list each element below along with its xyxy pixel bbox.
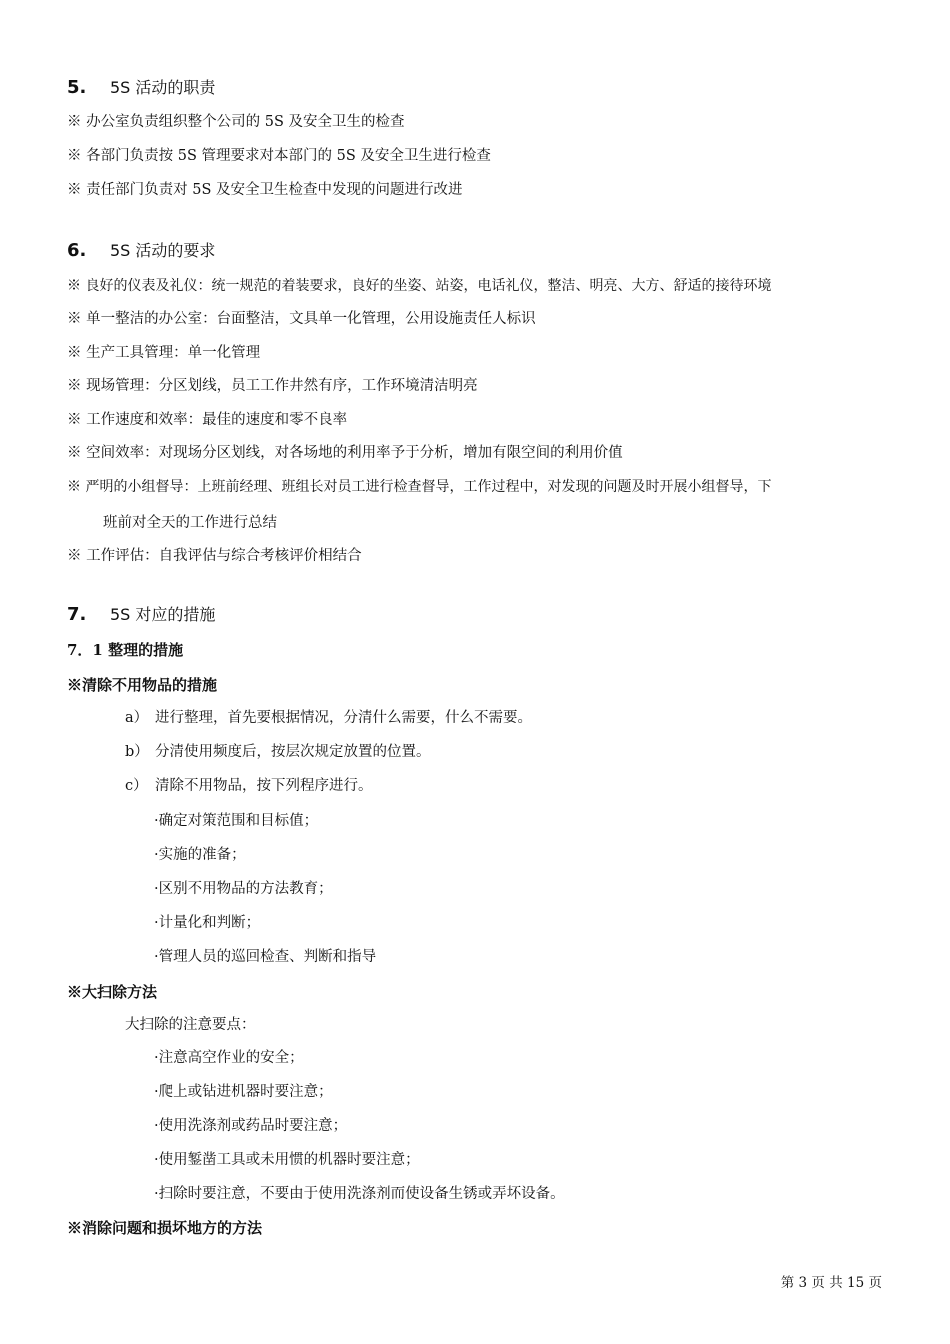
step-text: 分清使用频度后，按层次规定放置的位置。: [155, 744, 431, 760]
list-item-continuation: 班前对全天的工作进行总结: [103, 515, 277, 531]
step-text: 清除不用物品，按下列程序进行。: [155, 778, 373, 794]
clear-items-heading: ※清除不用物品的措施: [67, 676, 218, 694]
section-5-heading: [67, 76, 215, 100]
procedure-item: ·确定对策范围和目标值；: [154, 813, 319, 829]
list-item: ※ 责任部门负责对 5S 及安全卫生检查中发现的问题进行改进: [67, 182, 463, 198]
damage-heading: ※消除问题和损坏地方的方法: [67, 1219, 263, 1237]
cleaning-heading: ※大扫除方法: [67, 983, 158, 1001]
step-label: c）: [125, 778, 148, 794]
procedure-item: ·管理人员的巡回检查、判断和指导: [154, 949, 377, 965]
page-number: 第 3 页 共 15 页: [780, 1275, 882, 1291]
section-number: 6.: [67, 240, 87, 261]
subsection-heading: 7．1 整理的措施: [67, 641, 184, 659]
cleaning-point: ·注意高空作业的安全；: [154, 1050, 304, 1066]
list-item: ※ 严明的小组督导：上班前经理、班组长对员工进行检查督导，工作过程中，对发现的问题及时开展小组督导，下: [67, 479, 772, 495]
section-title: 5S 对应的措施: [110, 605, 216, 624]
cleaning-point: ·扫除时要注意，不要由于使用洗涤剂而使设备生锈或弄坏设备。: [154, 1186, 565, 1202]
list-item: ※ 办公室负责组织整个公司的 5S 及安全卫生的检查: [67, 114, 405, 130]
procedure-item: ·区别不用物品的方法教育；: [154, 881, 333, 897]
step-label: b）: [125, 744, 149, 760]
section-6-heading: [67, 239, 215, 263]
cleaning-point: ·爬上或钻进机器时要注意；: [154, 1084, 333, 1100]
list-item: ※ 单一整洁的办公室：台面整洁，文具单一化管理，公用设施责任人标识: [67, 311, 536, 327]
list-item: ※ 现场管理：分区划线，员工工作井然有序，工作环境清洁明亮: [67, 378, 478, 394]
procedure-item: ·计量化和判断；: [154, 915, 261, 931]
cleaning-point: ·使用洗涤剂或药品时要注意；: [154, 1118, 348, 1134]
step-label: a）: [125, 710, 149, 726]
cleaning-intro: 大扫除的注意要点：: [125, 1017, 256, 1033]
step-item: [125, 775, 373, 797]
step-item: [125, 741, 431, 763]
list-item: ※ 各部门负责按 5S 管理要求对本部门的 5S 及安全卫生进行检查: [67, 148, 491, 164]
list-item: ※ 工作速度和效率：最佳的速度和零不良率: [67, 412, 348, 428]
section-number: 7.: [67, 604, 87, 625]
section-title: 5S 活动的职责: [110, 78, 216, 97]
list-item: ※ 良好的仪表及礼仪：统一规范的着装要求，良好的坐姿、站姿，电话礼仪，整洁、明亮、大方、舒适的接待环境: [67, 278, 772, 294]
list-item: ※ 工作评估：自我评估与综合考核评价相结合: [67, 548, 362, 564]
section-number: 5.: [67, 77, 87, 98]
cleaning-point: ·使用錾凿工具或未用惯的机器时要注意；: [154, 1152, 420, 1168]
step-item: [125, 707, 532, 729]
step-text: 进行整理，首先要根据情况，分清什么需要，什么不需要。: [155, 710, 532, 726]
list-item: ※ 空间效率：对现场分区划线，对各场地的利用率予于分析，增加有限空间的利用价值: [67, 445, 623, 461]
list-item: ※ 生产工具管理：单一化管理: [67, 345, 261, 361]
section-title: 5S 活动的要求: [110, 241, 216, 260]
section-7-heading: [67, 603, 215, 627]
procedure-item: ·实施的准备；: [154, 847, 246, 863]
